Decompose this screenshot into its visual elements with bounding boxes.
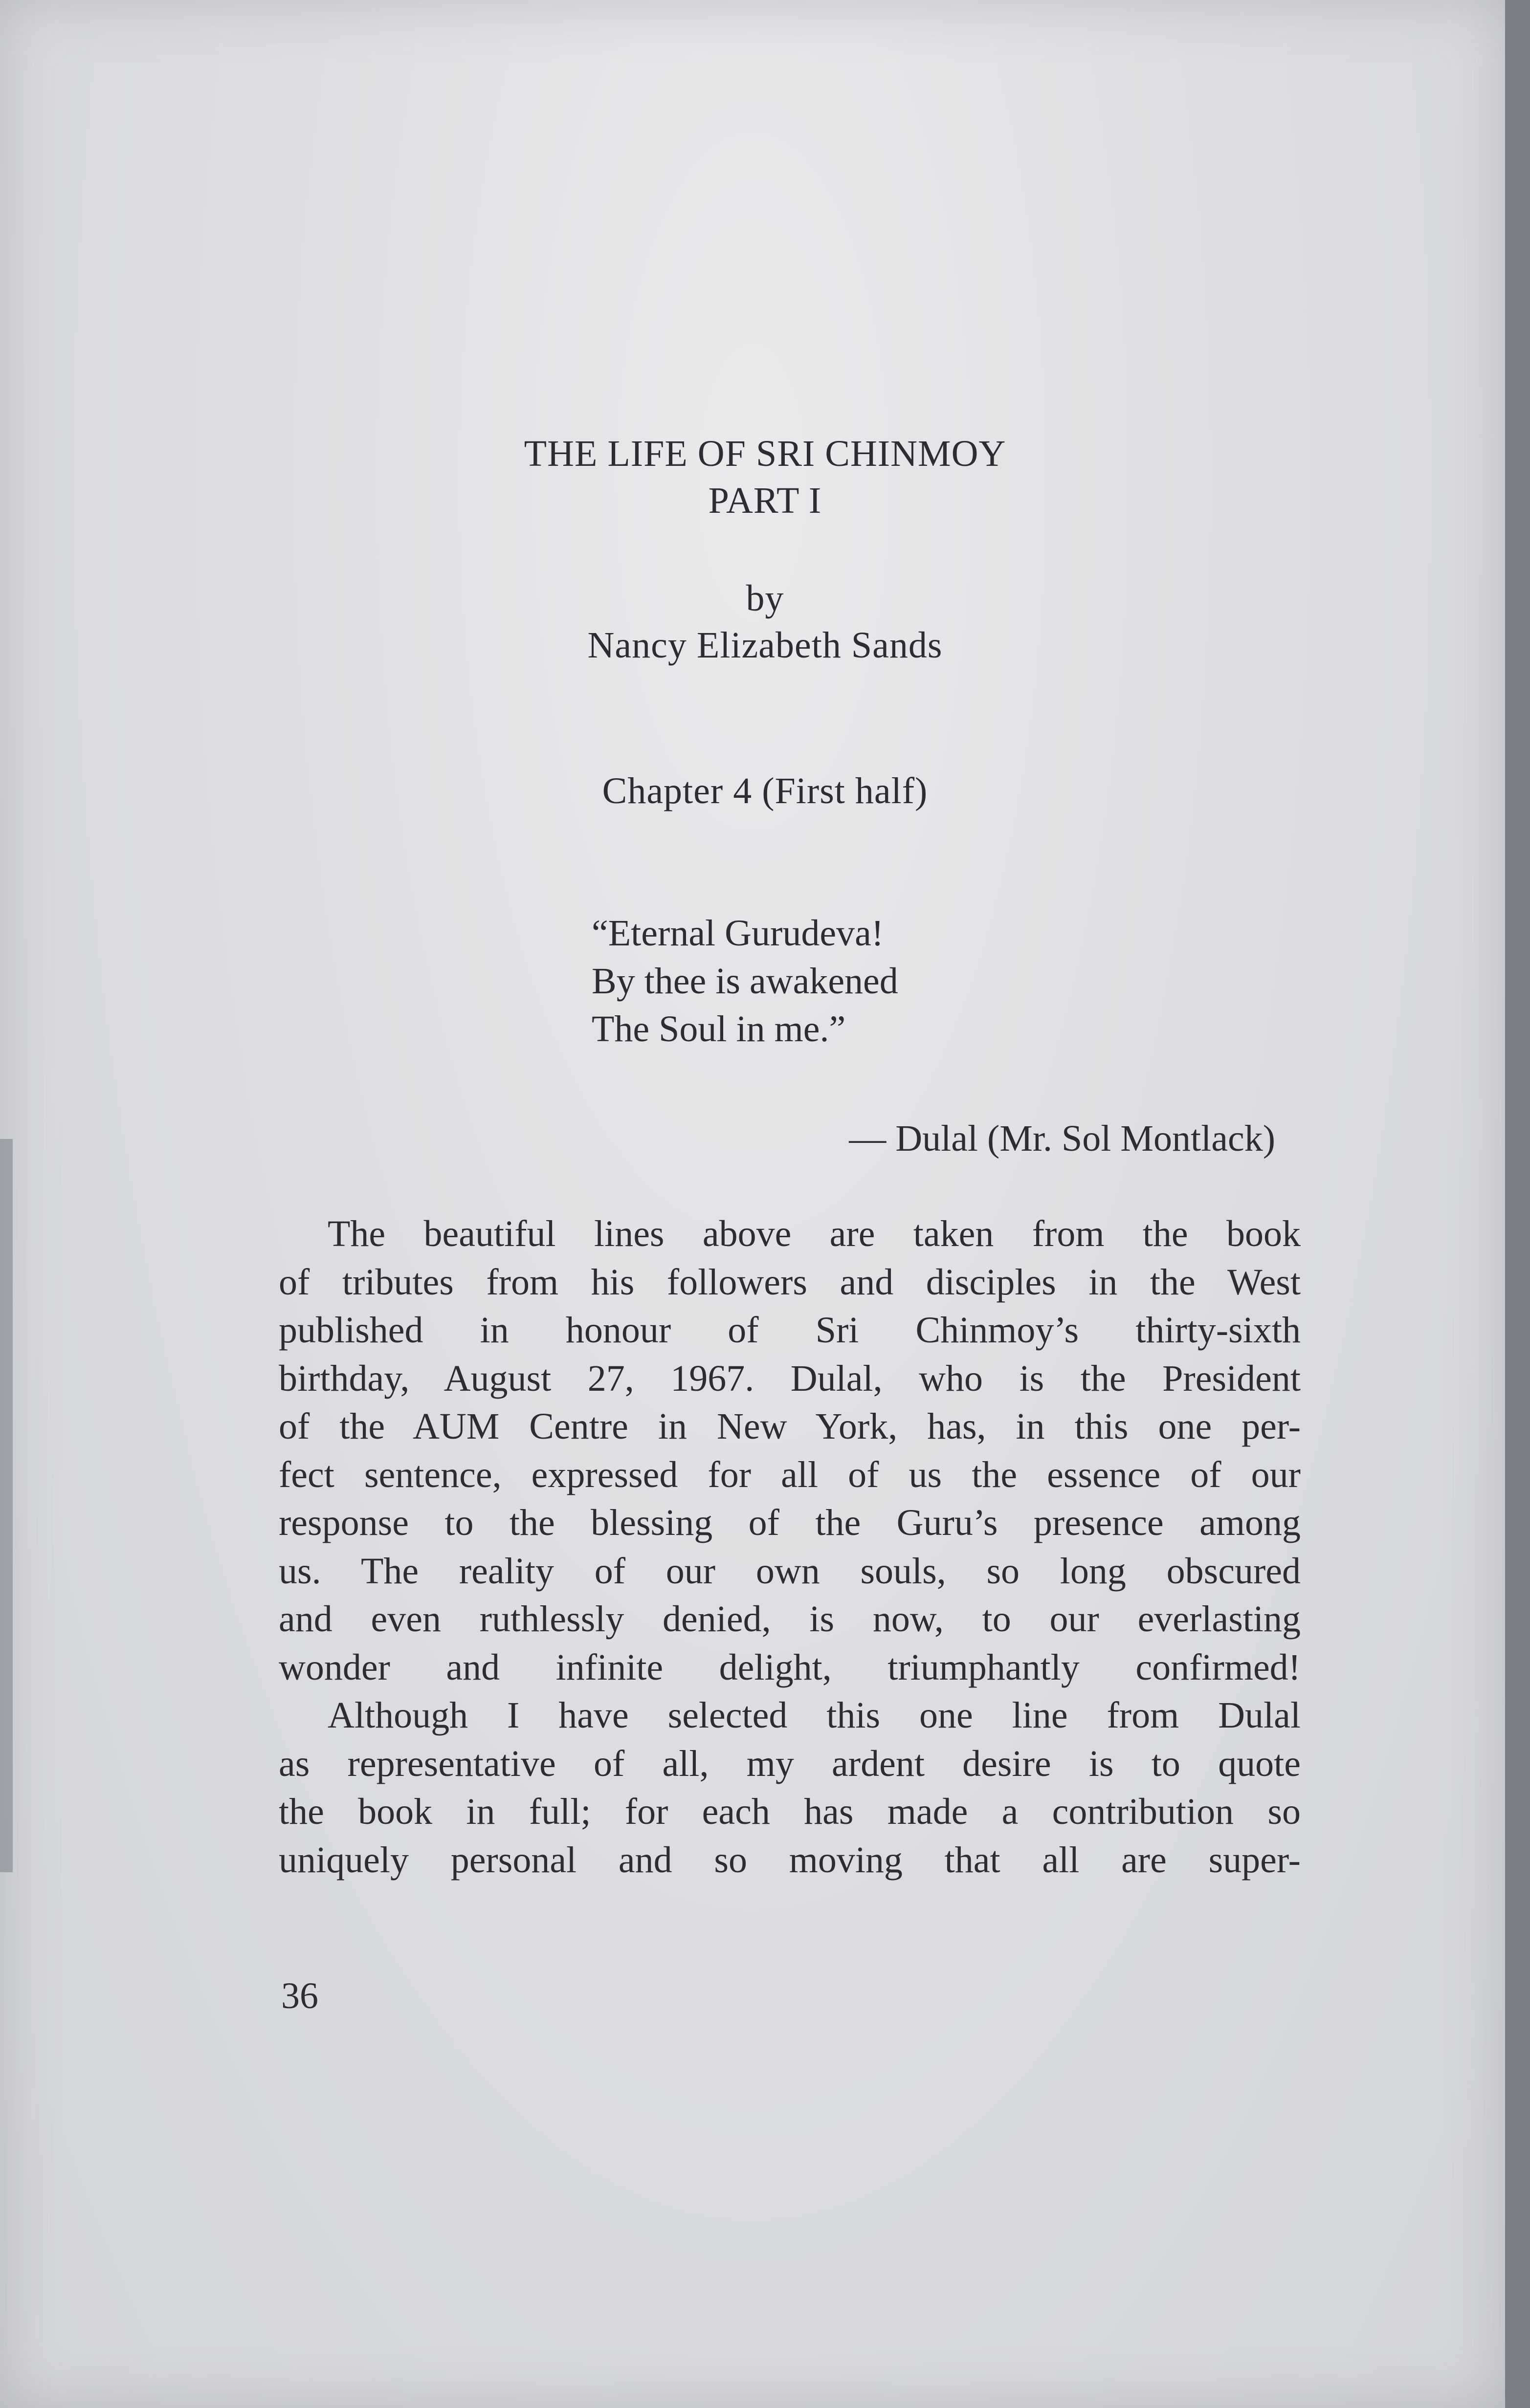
epigraph-line: “Eternal Gurudeva! xyxy=(592,913,884,954)
epigraph-attribution: — Dulal (Mr. Sol Montlack) xyxy=(849,1118,1275,1159)
paragraph-line: fect sentence, expressed for all of us the essence of our xyxy=(279,1454,1301,1495)
chapter-heading: Chapter 4 (First half) xyxy=(602,770,928,811)
paragraph-line: of the AUM Centre in New York, has, in this one per- xyxy=(279,1406,1301,1447)
paragraph-line: uniquely personal and so moving that all are super- xyxy=(279,1839,1301,1881)
paragraph-line: The beautiful lines above are taken from the book xyxy=(328,1213,1301,1254)
byline-by: by xyxy=(746,578,784,619)
paragraph-line: response to the blessing of the Guru’s presence among xyxy=(279,1502,1301,1543)
paragraph-line: birthday, August 27, 1967. Dulal, who is the President xyxy=(279,1357,1301,1399)
body-paragraph-1 xyxy=(279,1210,1301,1691)
paragraph-line: of tributes from his followers and disciples in the West xyxy=(279,1261,1301,1303)
article-part: PART I xyxy=(708,480,822,521)
paragraph-line: published in honour of Sri Chinmoy’s thirty-sixth xyxy=(279,1310,1301,1351)
paragraph-line: us. The reality of our own souls, so long obscured xyxy=(279,1550,1301,1592)
paragraph-line: and even ruthlessly denied, is now, to our everlasting xyxy=(279,1598,1301,1640)
paragraph-line: Although I have selected this one line from Dulal xyxy=(328,1695,1301,1736)
epigraph-line: The Soul in me.” xyxy=(592,1008,846,1050)
paragraph-line: the book in full; for each has made a contribution so xyxy=(279,1791,1301,1832)
paragraph-line: as representative of all, my ardent desire is to quote xyxy=(279,1743,1301,1784)
paragraph-line: wonder and infinite delight, triumphantly confirmed! xyxy=(279,1646,1301,1688)
body-paragraph-2 xyxy=(279,1691,1301,1884)
epigraph-line: By thee is awakened xyxy=(592,961,898,1002)
scan-edge-shadow xyxy=(0,1139,13,1872)
page-number: 36 xyxy=(281,1975,318,2016)
article-title: THE LIFE OF SRI CHINMOY xyxy=(524,433,1006,474)
author-name: Nancy Elizabeth Sands xyxy=(587,625,943,666)
